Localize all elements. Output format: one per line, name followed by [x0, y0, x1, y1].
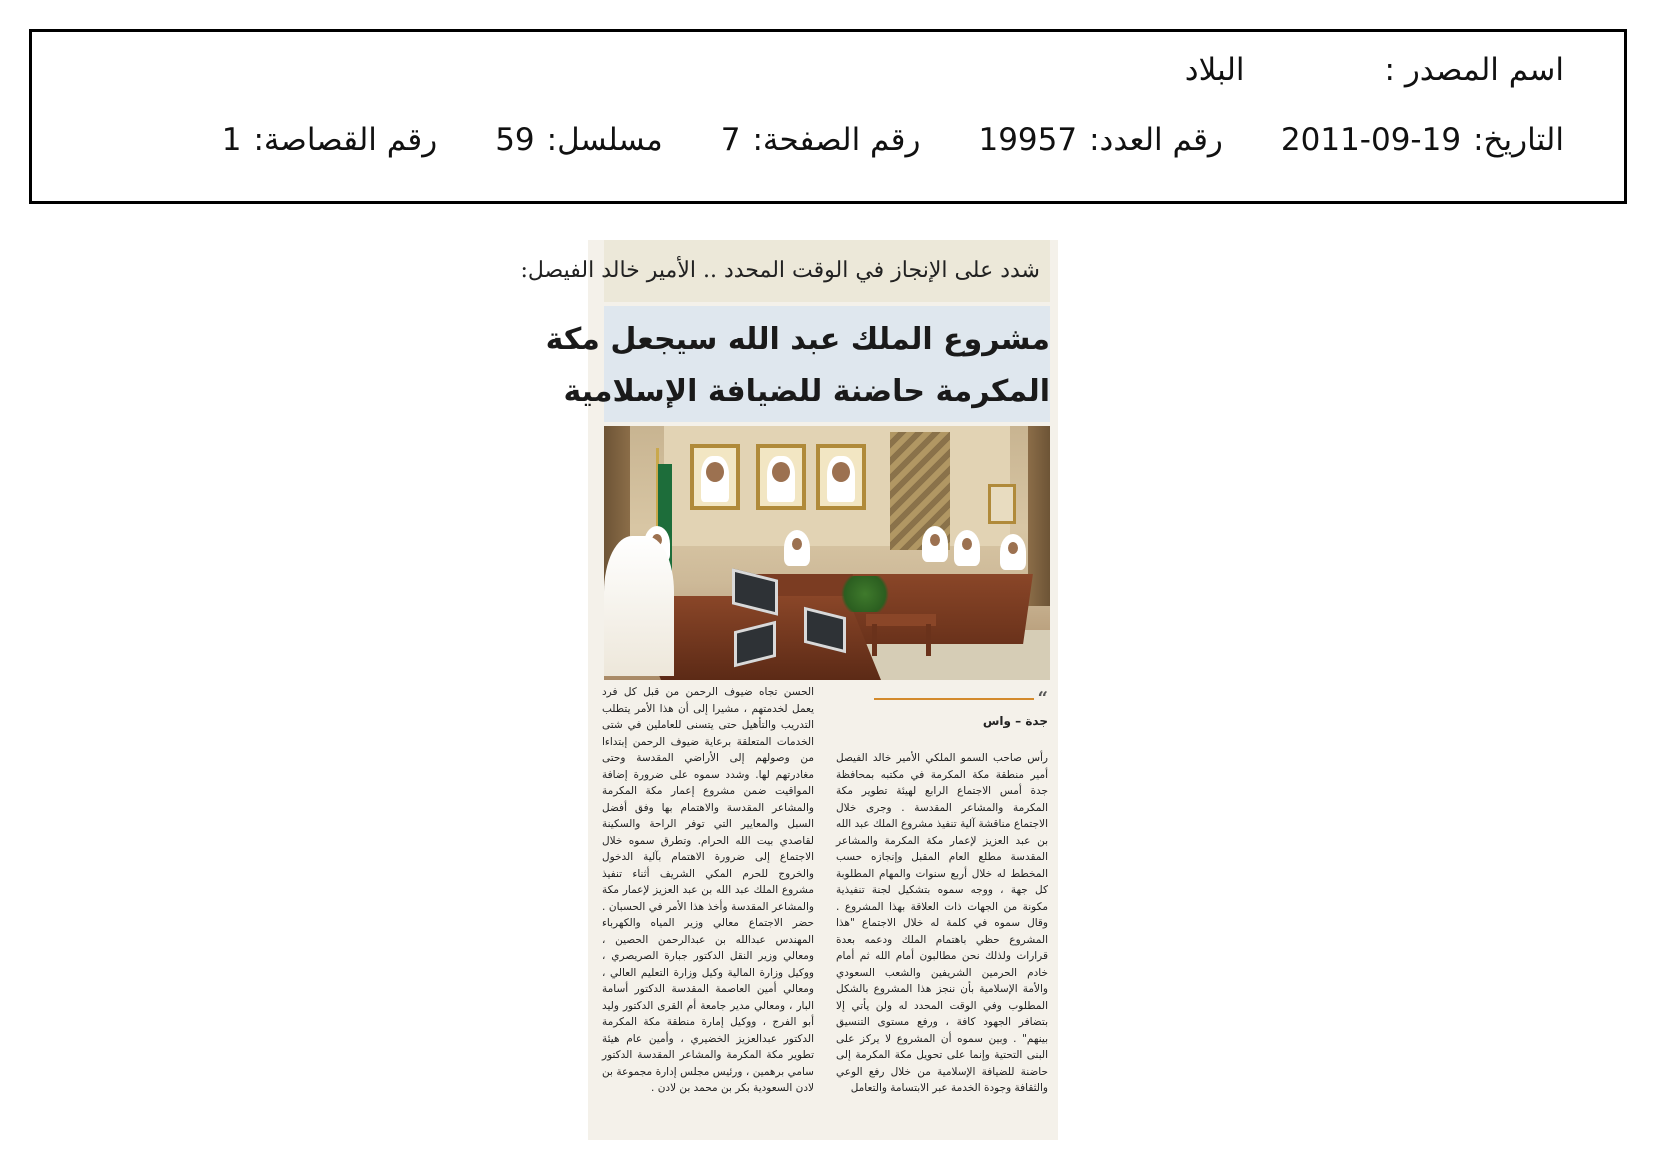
source-row: [1185, 52, 1564, 88]
issue-value: 19957: [978, 122, 1078, 158]
quote-rule-line: [874, 698, 1034, 700]
quote-mark: “: [1037, 688, 1048, 709]
article-kicker: شدد على الإنجاز في الوقت المحدد .. الأمير خالد الفيصل:: [604, 240, 1050, 302]
photo-person: [922, 526, 948, 562]
publication-details-row: [222, 122, 1564, 158]
meeting-photo: [604, 426, 1050, 680]
source-label: اسم المصدر :: [1384, 52, 1564, 88]
issue-field: [978, 122, 1222, 158]
article-body-text: الحسن تجاه ضيوف الرحمن من قبل كل فرد يعمل لخدمتهم ، مشيرا إلى أن هذا الأمر يتطلب التدريب والتأهيل حتى يتسنى للعاملين في شتى الخدمات المتعلقة برعاية ضيوف الرحمن إبتداءا من وصولهم إلى الأراضي المقدسة وحتى مغادرتهم لها. وشدد سموه على ضرورة إضافة المواقيت ضمن مشروع إعمار مكة المكرمة والمشاعر المقدسة والاهتمام بها وفق أفضل السبل والمعايير التي توفر الراحة والسكينة لقاصدي بيت الله الحرام. وتطرق سموه خلال الاجتماع إلى ضرورة الاهتمام بآلية الدخول والخروج للحرم المكي الشريف أثناء تنفيذ مشروع الملك عبد الله بن عبد العزيز لإعمار مكة والمشاعر المقدسة وأخذ هذا الأمر في الحسبان . حضر الاجتماع معالي وزير المياه والكهرباء المهندس عبدالله بن عبدالرحمن الحصين ، ومعالي وزير النقل الدكتور جبارة الصريصري ، ووكيل وزارة المالية وكيل وزارة التعليم العالي ، ومعالي أمين العاصمة المقدسة الدكتور أسامة البار ، ومعالي مدير جامعة أم القرى الدكتور وليد أبو الفرج ، ووكيل إمارة منطقة مكة المكرمة الدكتور عبدالعزيز الخضيري ، وأمين عام هيئة تطوير مكة المكرمة والمشاعر المقدسة الدكتور سامي برهمين ، ورئيس مجلس إدارة مجموعة بن لادن السعودية بكر بن محمد بن لادن .: [602, 686, 814, 1094]
newspaper-clipping: [520, 240, 1058, 1140]
photo-person: [954, 530, 980, 566]
portrait-frame-1: [690, 444, 740, 510]
date-value: 2011-09-19: [1280, 122, 1462, 158]
portrait-frame-2: [756, 444, 806, 510]
page-value: 7: [720, 122, 741, 158]
page-label: رقم الصفحة:: [752, 122, 921, 158]
issue-label: رقم العدد:: [1089, 122, 1223, 158]
source-field: [1185, 52, 1564, 88]
photo-person: [1000, 534, 1026, 570]
serial-value: 59: [495, 122, 535, 158]
article-body-text: رأس صاحب السمو الملكي الأمير خالد الفيصل أمير منطقة مكة المكرمة في مكتبه بمحافظة جدة أمس الاجتماع الرابع لهيئة تطوير مكة المكرمة والمشاعر المقدسة . وجرى خلال الاجتماع مناقشة آلية تنفيذ مشروع الملك عبد الله بن عبد العزيز لإعمار مكة المكرمة والمشاعر المقدسة مطلع العام المقبل وإنجازه حسب المخطط له خلال أربع سنوات والمهام المطلوبة كل جهة ، ووجه سموه بتشكيل لجنة تنفيذية مكونة من الجهات ذات العلاقة بهذا المشروع . وقال سموه في كلمة له خلال الاجتماع "هذا المشروع حظي باهتمام الملك ودعمه بعدة قرارات ولذلك نحن مطالبون أمام الله ثم أمام خادم الحرمين الشريفين والشعب السعودي والأمة الإسلامية بأن ننجز هذا المشروع بالشكل المطلوب وفي الوقت المحدد له ولن يأتي إلا بتضافر الجهود كافة ، ورفع مستوى التنسيق بينهم" . وبين سموه أن المشروع لا يركز على البنى التحتية وإنما على تحويل مكة المكرمة إلى حاضنة للضيافة الإسلامية من خلال رفع الوعي والثقافة وجودة الخدمة عبر الابتسامة والتعامل: [836, 752, 1048, 1094]
photo-plant: [836, 576, 894, 612]
page-field: [721, 122, 921, 158]
date-field: [1281, 122, 1564, 158]
source-value: البلاد: [1184, 52, 1245, 88]
clip-number-label: رقم القصاصة:: [253, 122, 438, 158]
clip-number-value: 1: [221, 122, 242, 158]
photo-person-foreground: [604, 536, 674, 676]
headline-line-2: المكرمة حاضنة للضيافة الإسلامية: [563, 374, 1050, 409]
article-headline: [545, 306, 1050, 422]
clip-number-field: [222, 122, 437, 158]
portrait-frame-3: [816, 444, 866, 510]
serial-field: [495, 122, 663, 158]
article-dateline: جدة – واس: [982, 714, 1048, 728]
article-column-right: [836, 750, 1048, 1097]
headline-line-1: مشروع الملك عبد الله سيجعل مكة: [545, 322, 1050, 357]
source-metadata-box: [29, 29, 1627, 204]
serial-label: مسلسل:: [546, 122, 663, 158]
photo-person: [784, 530, 810, 566]
date-label: التاريخ:: [1473, 122, 1564, 158]
article-column-left: [602, 684, 814, 1097]
photo-small-frame: [988, 484, 1016, 524]
